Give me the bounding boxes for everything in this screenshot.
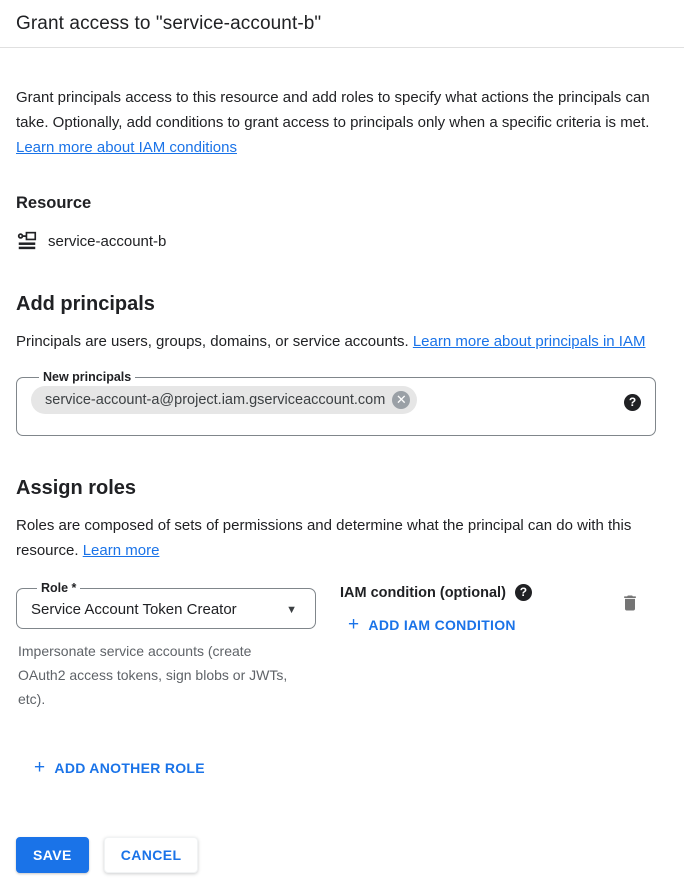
iam-condition-label-row (340, 584, 620, 601)
add-principals-text (16, 329, 671, 354)
save-button[interactable]: SAVE (16, 837, 89, 873)
dialog-body (0, 85, 684, 873)
new-principals-field[interactable] (16, 370, 656, 436)
role-row (16, 581, 668, 711)
assign-roles-heading: Assign roles (16, 477, 137, 499)
plus-icon: + (34, 757, 46, 778)
add-another-role-label: ADD ANOTHER ROLE (54, 759, 205, 776)
role-select[interactable] (29, 597, 303, 618)
dialog-actions (16, 837, 668, 873)
iam-condition-column (340, 581, 620, 635)
dialog-header (0, 0, 684, 48)
principals-learn-more-link[interactable]: Learn more about principals in IAM (412, 333, 646, 350)
chevron-down-icon: ▼ (286, 603, 297, 616)
roles-learn-more-link[interactable]: Learn more (82, 542, 160, 559)
trash-icon (620, 593, 640, 613)
principal-chip[interactable] (31, 386, 417, 414)
resource-row (16, 230, 668, 252)
intro-text-plain: Grant principals access to this resource and add roles to specify what actions the principals can take. Optionally, add conditions to grant access to principals only when a specific criteria is met. (16, 89, 650, 131)
add-iam-condition-label: ADD IAM CONDITION (368, 616, 516, 633)
new-principals-label: New principals (43, 370, 132, 384)
principal-chip-label: service-account-a@project.iam.gserviceaccount.com (45, 392, 386, 408)
role-column (16, 581, 316, 711)
cancel-button[interactable]: CANCEL (104, 837, 199, 873)
dialog-title: Grant access to "service-account-b" (16, 13, 322, 34)
delete-role-column (620, 593, 640, 618)
iam-conditions-link[interactable]: Learn more about IAM conditions (16, 139, 237, 156)
role-selected-value: Service Account Token Creator (31, 601, 237, 618)
iam-condition-label: IAM condition (optional) (340, 584, 506, 601)
assign-roles-text (16, 513, 671, 563)
assign-roles-text-plain: Roles are composed of sets of permissions and determine what the principal can do with this resource. (16, 517, 632, 559)
role-select-field[interactable] (16, 581, 316, 629)
add-another-role-button[interactable] (34, 758, 205, 777)
add-principals-text-plain: Principals are users, groups, domains, or service accounts. (16, 333, 413, 350)
chip-remove-icon[interactable]: ✕ (392, 391, 410, 409)
iam-condition-help-icon[interactable]: ? (515, 584, 532, 601)
add-iam-condition-button[interactable] (348, 615, 516, 634)
delete-role-button[interactable] (620, 593, 640, 616)
resource-name: service-account-b (48, 232, 167, 250)
resource-heading: Resource (16, 194, 92, 212)
service-account-icon (16, 230, 38, 252)
add-principals-heading: Add principals (16, 293, 155, 315)
principals-help-icon[interactable]: ? (624, 394, 641, 411)
plus-icon: + (348, 614, 360, 635)
role-description: Impersonate service accounts (create OAuth2 access tokens, sign blobs or JWTs, etc). (18, 643, 288, 707)
intro-text (16, 85, 671, 160)
role-label: Role * (41, 581, 77, 595)
